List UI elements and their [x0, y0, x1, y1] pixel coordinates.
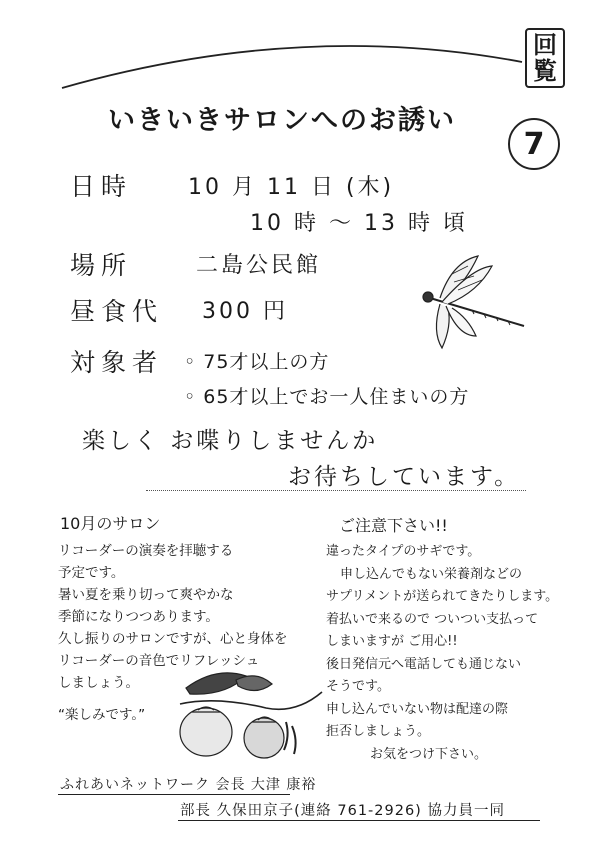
target-item-1-text: 75才以上の方 [203, 351, 330, 373]
caution-line-7: そうです。 [326, 679, 390, 694]
target-item-1: ◦ 75才以上の方 [184, 351, 330, 373]
caution-line-2: 申し込んでもない栄養剤などの [340, 566, 523, 582]
caution-text [326, 541, 582, 766]
october-line-3: 暑い夏を乗り切って爽やかな [58, 587, 234, 603]
lunch-value: 300 円 [202, 299, 288, 324]
dragonfly-illustration [412, 252, 532, 352]
date-value: 10 月 11 日 (木) [188, 175, 395, 200]
page-title: いきいきサロンへのお誘い [108, 105, 456, 136]
lunch-label: 昼食代 [70, 297, 164, 326]
circulation-stamp [525, 28, 565, 88]
footer-contact: 部長 久保田京子(連絡 761-2926) 協力員一同 [180, 803, 505, 819]
persimmon-illustration [176, 666, 326, 766]
divider [146, 490, 526, 491]
footer-organization: ふれあいネットワーク 会長 大津 康裕 [60, 777, 317, 793]
circulation-char-1: 回 [533, 31, 557, 59]
place-value: 二島公民館 [196, 253, 322, 278]
caution-line-10: お気をつけ下さい。 [370, 746, 488, 762]
october-line-4: 季節になりつつあります。 [58, 609, 219, 625]
caution-line-5: しまいますが ご用心!! [326, 634, 458, 649]
target-item-2-text: 65才以上でお一人住まいの方 [203, 386, 470, 408]
target-item-2: ◦ 65才以上でお一人住まいの方 [184, 386, 470, 408]
october-line-8: “楽しみです。” [58, 707, 146, 723]
october-line-6: リコーダーの音色でリフレッシュ [58, 653, 260, 669]
caution-line-8: 申し込んでいない物は配達の際 [326, 701, 509, 717]
october-line-1: リコーダーの演奏を拝聴する [58, 543, 234, 559]
target-label: 対象者 [70, 348, 164, 377]
october-line-2: 予定です。 [58, 565, 125, 581]
datetime-label: 日時 [70, 172, 133, 201]
place-label: 場所 [70, 251, 133, 280]
caution-line-9: 拒否しましょう。 [326, 724, 431, 739]
footer-underline-1 [58, 794, 290, 795]
caution-line-4: 着払いで来るので ついつい支払って [326, 611, 539, 627]
circulation-char-2: 覧 [533, 57, 557, 85]
footer-underline-2 [178, 820, 540, 821]
circulation-number: 7 [508, 118, 560, 170]
invitation-line-2: お待ちしています。 [288, 464, 521, 490]
october-salon-heading: 10月のサロン [60, 514, 161, 533]
caution-heading: ご注意下さい!! [339, 516, 448, 535]
caution-line-1: 違ったタイプのサギです。 [326, 544, 481, 559]
time-value: 10 時 ～ 13 時 頃 [250, 211, 468, 236]
october-line-5: 久し振りのサロンですが、心と身体を [58, 631, 288, 647]
invitation-line-1: 楽しく お喋りしませんか [82, 428, 379, 454]
caution-line-6: 後日発信元へ電話しても通じない [326, 656, 522, 672]
october-line-7: しましょう。 [58, 675, 139, 691]
caution-line-3: サプリメントが送られてきたりします。 [326, 589, 559, 604]
